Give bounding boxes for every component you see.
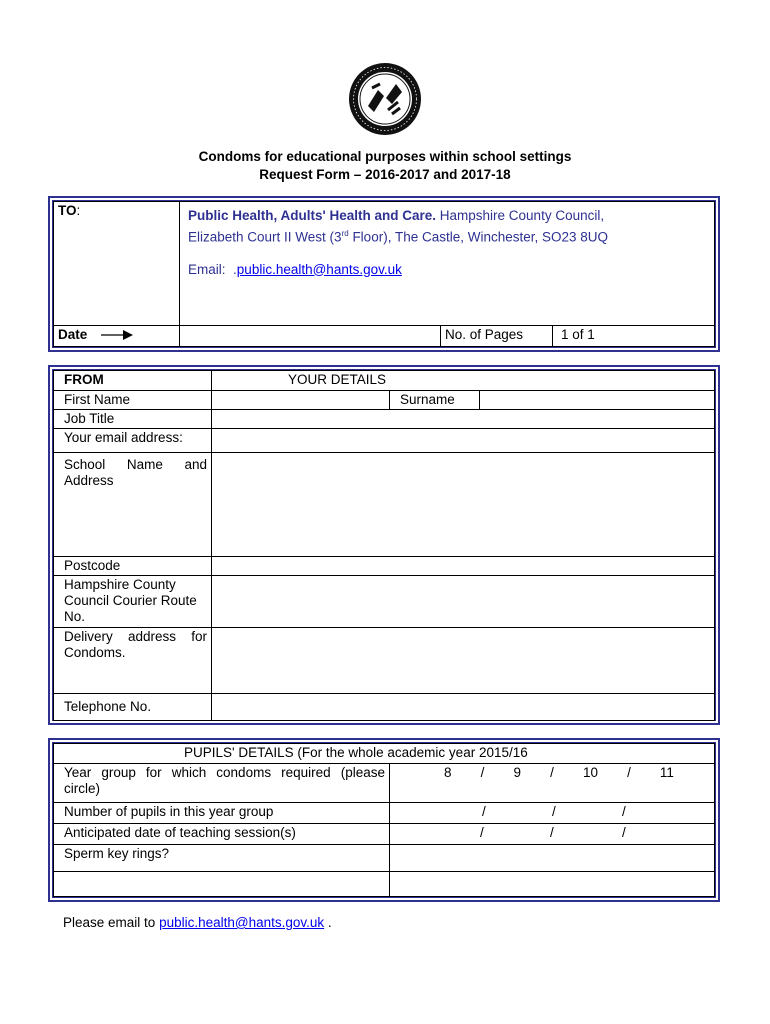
telephone-field[interactable]	[212, 694, 715, 721]
email-address-field[interactable]	[212, 429, 715, 453]
footer-text-end: .	[324, 915, 332, 930]
year-group-label	[54, 763, 390, 803]
form-subtitle: Request Form – 2016-2017 and 2017-18	[259, 167, 511, 182]
footer-note	[63, 915, 332, 930]
teaching-date-label: Anticipated date of teaching session(s)	[54, 824, 390, 845]
address-sup: rd	[341, 229, 349, 238]
year-separator: /	[550, 764, 554, 780]
num-pupils-sep: /	[552, 804, 556, 820]
pupils-box	[48, 738, 720, 902]
year-group-text: Year group for which condoms required (please circle)	[64, 764, 385, 796]
keyrings-field[interactable]	[390, 844, 715, 871]
footer-email-link[interactable]: public.health@hants.gov.uk	[159, 915, 325, 930]
teaching-date-field[interactable]	[390, 824, 715, 845]
to-colon: :	[76, 203, 81, 218]
to-box	[48, 196, 720, 352]
surname-field[interactable]	[480, 391, 715, 410]
email-prefix: .	[233, 261, 237, 277]
blank-row-label	[54, 871, 390, 896]
to-email-link[interactable]: public.health@hants.gov.uk	[236, 261, 402, 277]
email-label: Email:	[188, 261, 226, 277]
org-name: Public Health, Adults' Health and Care.	[188, 208, 437, 223]
num-pupils-label: Number of pupils in this year group	[54, 803, 390, 824]
date-sep: /	[622, 825, 626, 841]
your-details-heading	[212, 371, 715, 391]
first-name-label: First Name	[54, 391, 212, 410]
your-details-text: YOUR DETAILS	[288, 372, 387, 387]
postcode-label: Postcode	[54, 557, 212, 576]
telephone-label: Telephone No.	[54, 694, 212, 721]
courier-field[interactable]	[212, 576, 715, 628]
date-sep: /	[550, 825, 554, 841]
keyrings-label: Sperm key rings?	[54, 844, 390, 871]
year-separator: /	[627, 764, 631, 780]
from-label: FROM	[54, 371, 212, 391]
date-field[interactable]	[180, 326, 441, 347]
to-address-cell	[180, 202, 715, 326]
school-name-label	[54, 453, 212, 557]
to-label-cell	[54, 202, 180, 326]
job-title-field[interactable]	[212, 410, 715, 429]
pages-label: No. of Pages	[441, 326, 553, 347]
blank-row-field[interactable]	[390, 871, 715, 896]
to-label: TO	[58, 203, 77, 218]
footer-text: Please email to	[63, 915, 160, 930]
address-a: Elizabeth Court II West (3	[188, 229, 342, 245]
year-group-options	[390, 763, 715, 803]
address-b: Floor), The Castle, Winchester, SO23 8UQ	[348, 229, 609, 245]
num-pupils-field[interactable]	[390, 803, 715, 824]
school-name-field[interactable]	[212, 453, 715, 557]
school-name-text: School Name and Address	[64, 457, 207, 488]
first-name-field[interactable]	[212, 391, 390, 410]
date-sep: /	[480, 825, 484, 841]
year-9-option[interactable]: 9	[513, 764, 521, 780]
delivery-label	[54, 628, 212, 694]
num-pupils-sep: /	[622, 804, 626, 820]
council-crest-logo	[348, 62, 422, 136]
delivery-field[interactable]	[212, 628, 715, 694]
from-box	[48, 365, 720, 725]
pages-value: 1 of 1	[553, 326, 715, 347]
year-10-option[interactable]: 10	[582, 764, 598, 780]
job-title-label: Job Title	[54, 410, 212, 429]
date-label: Date	[58, 327, 88, 343]
postcode-field[interactable]	[212, 557, 715, 576]
date-label-cell	[54, 326, 180, 347]
year-8-option[interactable]: 8	[444, 764, 452, 780]
courier-label: Hampshire County Council Courier Route No.	[54, 576, 212, 628]
num-pupils-sep: /	[482, 804, 486, 820]
pupils-heading-text: PUPILS' DETAILS (For the whole academic year 2015/16	[184, 745, 528, 760]
form-title: Condoms for educational purposes within school settings	[198, 149, 572, 164]
year-11-option[interactable]: 11	[659, 764, 674, 780]
year-separator: /	[480, 764, 485, 780]
org-rest: Hampshire County Council,	[436, 208, 605, 223]
surname-label: Surname	[390, 391, 480, 410]
arrow-right-icon	[101, 329, 135, 341]
email-address-label: Your email address:	[54, 429, 212, 453]
delivery-text: Delivery address for Condoms.	[64, 629, 207, 660]
pupils-heading	[54, 744, 715, 764]
